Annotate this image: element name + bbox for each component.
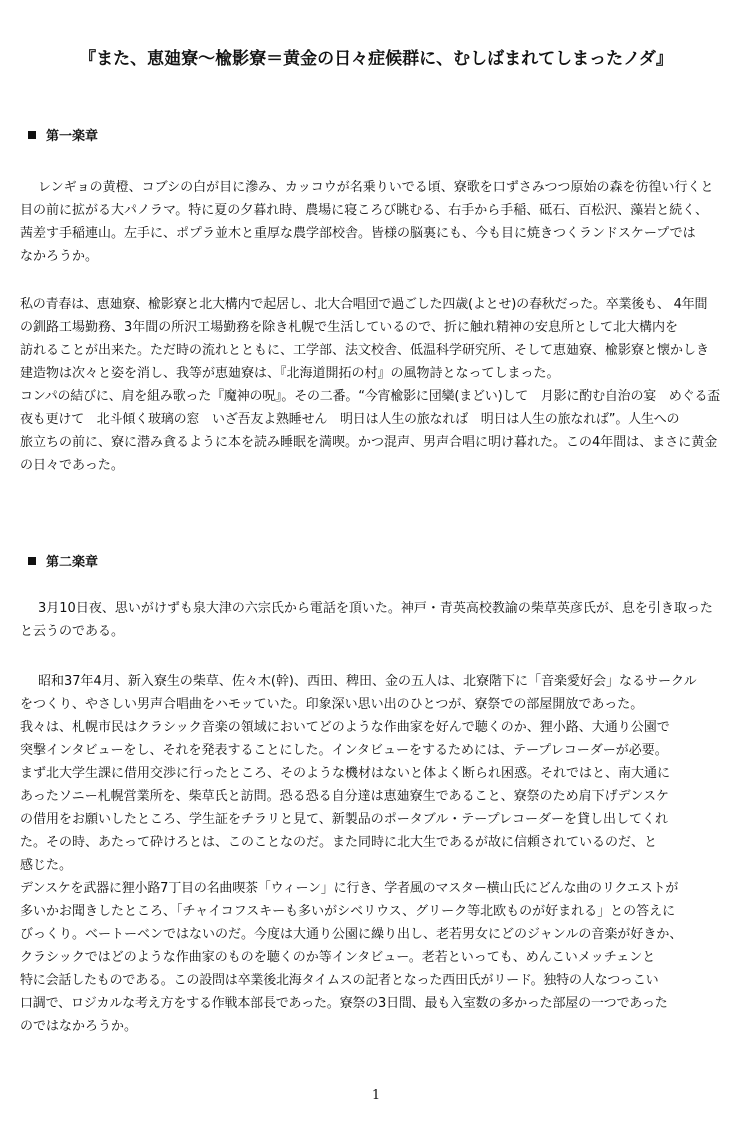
text-line: 特に会話したものである。この設問は卒業後北海タイムスの記者となった西田氏がリード。独特の人なつっこい [20,973,659,988]
paragraph-2-1 [20,597,740,643]
text-line: 建造物は次々と姿を消し、我等が恵廸寮は、『北海道開拓の村』の風物詩となってしまった。 [20,366,560,381]
text-line: デンスケを武器に狸小路7丁目の名曲喫茶「ウィーン」に行き、学者風のマスター横山氏にどんな曲のリクエストが [20,881,679,896]
text-line: 突撃インタビューをし、それを発表することにした。インタビューをするためには、テープレコーダーが必要。 [20,743,668,758]
page-number: 1 [371,1088,381,1103]
text-line: をつくり、やさしい男声合唱曲をハモッていた。印象深い思い出のひとつが、寮祭での部屋開放であった。 [20,697,644,712]
section-heading-2 [28,551,98,570]
text-line: クラシックではどのような作曲家のものを聴くのか等インタビュー。老若といっても、めんこいメッチェンと [20,950,656,965]
section-heading-1 [28,125,98,144]
text-line: あったソニー札幌営業所を、柴草氏と訪問。恐る恐る自分達は恵廸寮生であること、寮祭のため肩下げデンスケ [20,789,669,804]
text-line: 目の前に拡がる大パノラマ。特に夏の夕暮れ時、農場に寝ころび眺むる、右手から手稲、砥石、百松沢、藻岩と続く、 [20,203,708,218]
text-line: と云うのである。 [20,624,125,639]
paragraph-1-2 [20,293,740,477]
text-line: まず北大学生課に借用交渉に行ったところ、そのような機材はないと体よく断られ困惑。それではと、南大通に [20,766,671,781]
text-line: の借用をお願いしたところ、学生証をチラリと見て、新製品のポータブル・テープレコーダーを貸し出してくれ [20,812,669,827]
text-line: 昭和37年4月、新入寮生の柴草、佐々木(幹)、西田、稗田、金の五人は、北寮階下に「音楽愛好会」なるサークル [38,674,697,689]
text-line: のではなかろうか。 [20,1019,138,1034]
text-line: レンギョの黄橙、コブシの白が目に滲み、カッコウが名乗りいでる頃、寮歌を口ずさみつつ原始の森を彷徨い行くと [38,180,714,195]
document-title: 『また、恵廸寮～楡影寮＝黄金の日々症候群に、むしばまれてしまったノダ』 [79,49,673,69]
text-line: 3月10日夜、思いがけずも泉大津の六宗氏から電話を頂いた。神戸・青英高校教諭の柴草英彦氏が、息を引き取った [38,601,713,616]
square-bullet-icon [28,557,36,565]
text-line: 感じた。 [20,858,73,873]
paragraph-2-2 [20,670,740,1038]
text-line: 私の青春は、恵廸寮、楡影寮と北大構内で起居し、北大合唱団で過ごした四歳(よとせ)の春秋だった。卒業後も、 4年間 [20,297,708,312]
text-line: 茜差す手稲連山。左手に、ポプラ並木と重厚な農学部校舎。皆様の脳裏にも、今も目に焼きつくランドスケープでは [20,226,696,241]
text-line: 口調で、ロジカルな考え方をする作戦本部長であった。寮祭の3日間、最も入室数の多かった部屋の一つであった [20,996,668,1011]
text-line: 我々は、札幌市民はクラシック音楽の領域においてどのような作曲家を好んで聴くのか、狸小路、大通り公園で [20,720,670,735]
text-line: 旅立ちの前に、寮に潜み貪るように本を読み睡眠を満喫。かつ混声、男声合唱に明け暮れた。この4年間は、まさに黄金 [20,435,718,450]
text-line: 多いかお聞きしたところ、「チャイコフスキーも多いがシベリウス、グリーク等北欧ものが好まれる」との答えに [20,904,676,919]
section-heading-text: 第二楽章 [46,555,99,570]
square-bullet-icon [28,131,36,139]
text-line: 夜も更けて 北斗傾く玻璃の窓 いざ吾友よ熟睡せん 明日は人生の旅なれば 明日は人生の旅なれば”。人生への [20,412,680,427]
section-heading-text: 第一楽章 [46,129,99,144]
text-line: なかろうか。 [20,249,99,264]
text-line: 訪れることが出来た。ただ時の流れとともに、工学部、法文校舎、低温科学研究所、そして恵廸寮、楡影寮と懐かしき [20,343,710,358]
text-line: コンパの結びに、肩を組み歌った『魔神の呪』。その二番。“今宵楡影に団欒(まどい)して 月影に酌む自治の宴 めぐる盃 [20,389,721,404]
text-line: の釧路工場勤務、3年間の所沢工場勤務を除き札幌で生活しているので、折に触れ精神の安息所として北大構内を [20,320,679,335]
text-line: びっくり。ベートーベンではないのだ。今度は大通り公園に繰り出し、老若男女にどのジャンルの音楽が好きか、 [20,927,683,942]
text-line: た。その時、あたって砕けろとは、このことなのだ。また同時に北大生であるが故に信頼されているのだ、と [20,835,658,850]
paragraph-1-1 [20,176,740,268]
text-line: の日々であった。 [20,458,124,473]
